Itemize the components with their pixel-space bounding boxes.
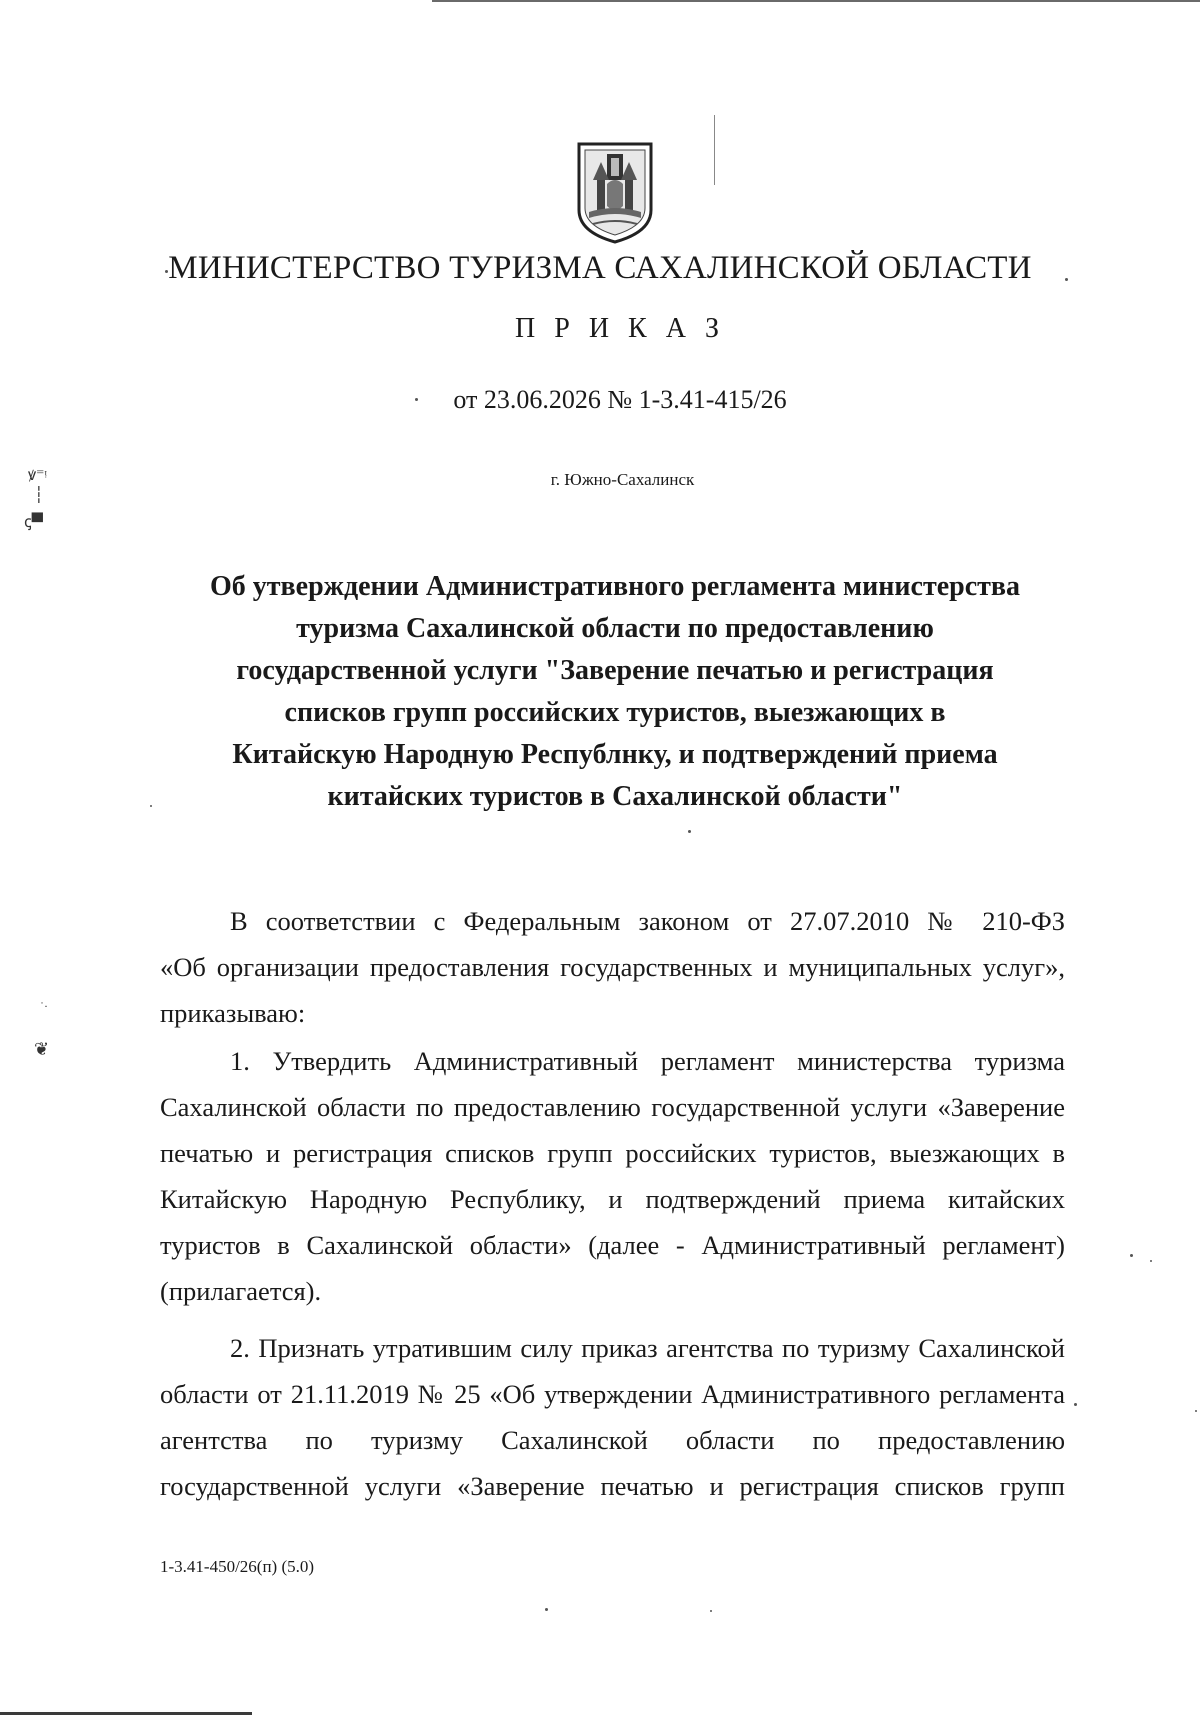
scan-artifact-mark: ꞔ▀ [24, 514, 44, 531]
city-name: г. Южно-Сахалинск [550, 470, 695, 489]
body-line: печатью и регистрация списков групп российских туристов, выезжающих в [160, 1138, 1065, 1168]
scan-artifact-mark: ┆ [34, 487, 44, 504]
order-heading [150, 566, 1080, 818]
scan-artifact-mark: ˙· [40, 999, 48, 1013]
document-code: 1-3.41-450/26(п) (5.0) [160, 1557, 315, 1576]
scan-speck [710, 1610, 712, 1612]
body-line: В соответствии с Федеральным законом от 27.07.2010 № 210-ФЗ [230, 906, 1065, 936]
body-line: Китайскую Народную Республику, и подтверждений приема китайских [160, 1184, 1065, 1214]
body-line: Сахалинской области по предоставлению государственной услуги «Заверение [160, 1092, 1065, 1122]
scan-artifact-line [714, 115, 715, 185]
scan-speck [1195, 1410, 1197, 1412]
item-1-paragraph [160, 1038, 1065, 1314]
body-line: «Об организации предоставления государственных и муниципальных услуг», [160, 952, 1065, 982]
document-type: П Р И К А З [515, 313, 725, 344]
heading-line: списков групп российских туристов, выезжающих в [284, 697, 946, 728]
heading-line: Китайскую Народную Республнку, и подтверждений приема [232, 739, 998, 770]
body-line: 2. Признать утратившим силу приказ агентства по туризму Сахалинской [230, 1333, 1065, 1363]
scan-speck [1074, 1403, 1077, 1406]
scan-speck [1130, 1254, 1133, 1257]
scan-artifact-mark: ꝟ⁼ᵎ [28, 467, 48, 484]
heading-line: государственной услуги "Заверение печатью и регистрация [236, 655, 994, 686]
body-line: приказываю: [160, 998, 306, 1028]
body-line: области от 21.11.2019 № 25 «Об утверждении Административного регламента [160, 1379, 1065, 1409]
heading-line: туризма Сахалинской области по предоставлению [296, 613, 934, 644]
scan-edge-top [432, 0, 1200, 2]
order-number: от 23.06.2026 № 1-3.41-415/26 [453, 385, 787, 414]
body-line: агентства по туризму Сахалинской области по предоставлению [160, 1425, 1065, 1455]
ministry-name: МИНИСТЕРСТВО ТУРИЗМА САХАЛИНСКОЙ ОБЛАСТИ [168, 250, 1032, 286]
sakhalin-coat-of-arms-icon [573, 140, 657, 244]
scan-speck [1150, 1260, 1152, 1262]
body-line: туристов в Сахалинской области» (далее - Административный регламент) [160, 1230, 1065, 1260]
heading-line: Об утверждении Административного регламента министерства [209, 571, 1021, 602]
preamble-paragraph [160, 898, 1065, 1036]
scan-artifact-mark: ❦ [34, 1039, 50, 1059]
body-line: (прилагается). [160, 1276, 322, 1306]
heading-line: китайских туристов в Сахалинской области" [327, 781, 903, 812]
body-line: государственной услуги «Заверение печатью и регистрация списков групп [160, 1471, 1065, 1501]
item-2-paragraph [160, 1325, 1065, 1509]
scan-speck [545, 1608, 548, 1611]
body-line: 1. Утвердить Административный регламент министерства туризма [230, 1046, 1065, 1076]
scan-speck [688, 830, 691, 833]
